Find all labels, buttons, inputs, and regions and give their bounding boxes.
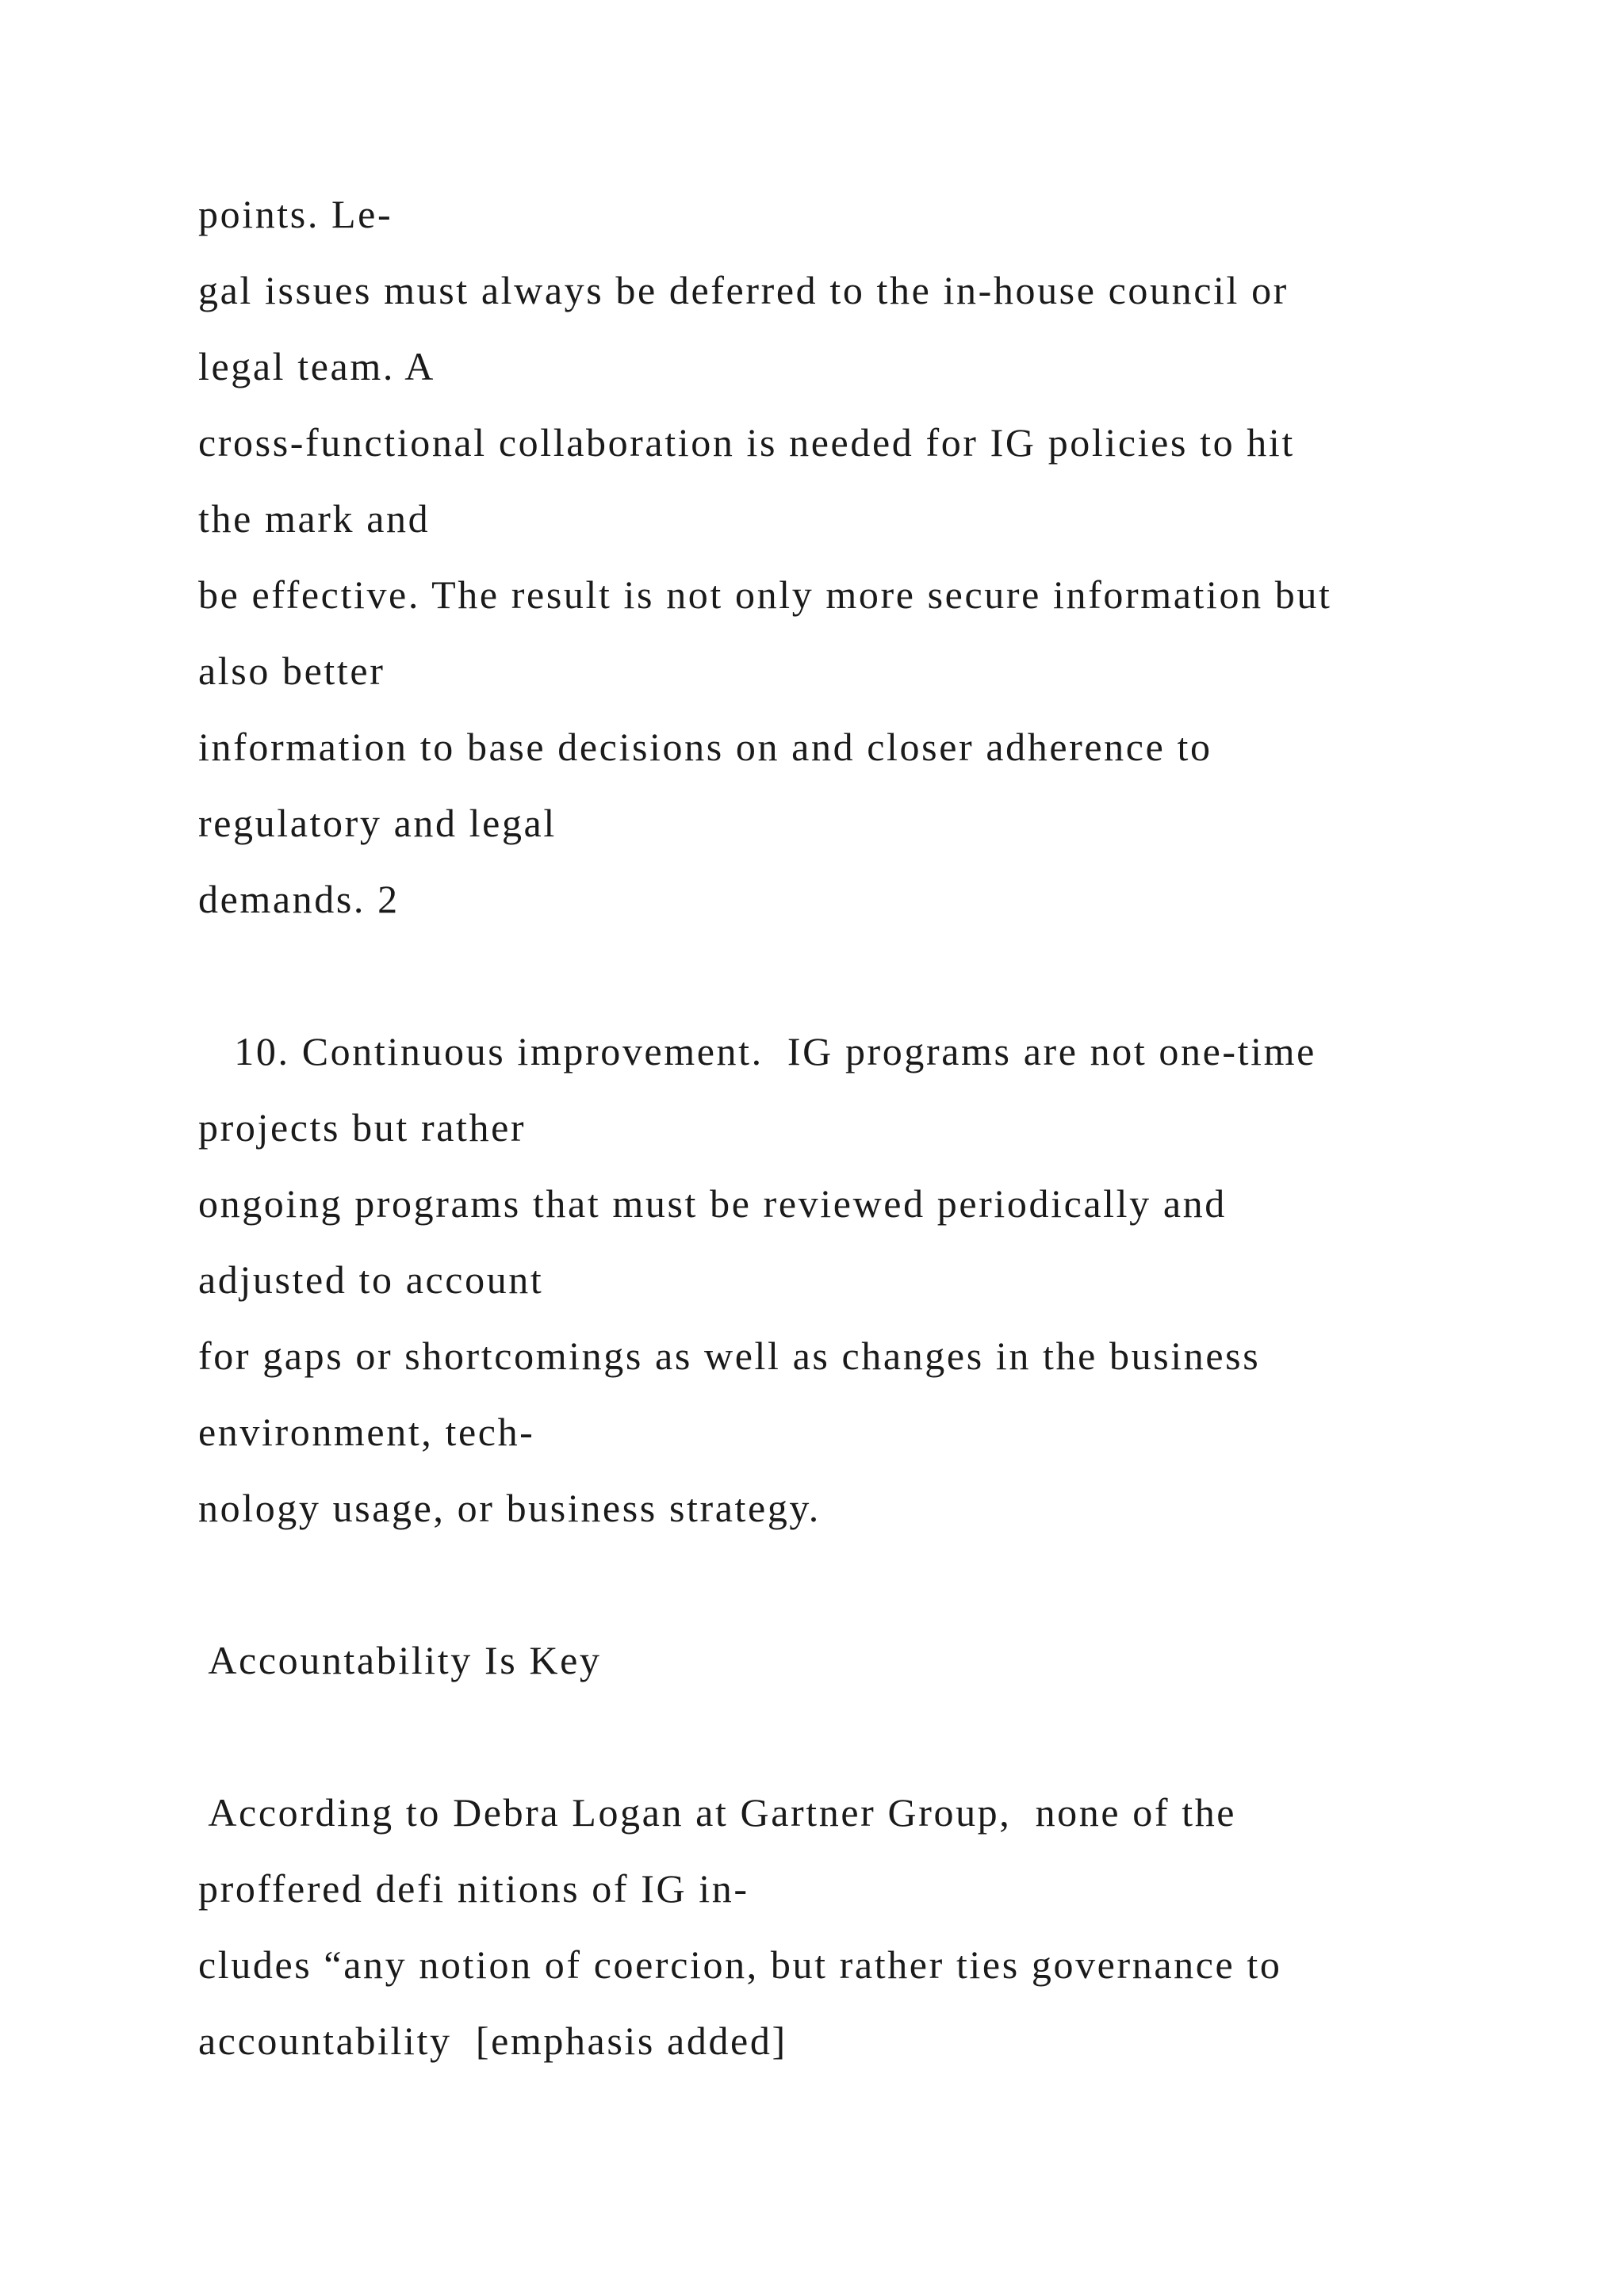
blank-line [198, 1546, 1562, 1622]
text-line: adjusted to account [198, 1257, 544, 1302]
text-line: projects but rather [198, 1105, 527, 1150]
text-line: proffered defi nitions of IG in- [198, 1866, 749, 1911]
text-line: environment, tech- [198, 1410, 535, 1454]
list-item-heading: 10. Continuous improvement. IG programs are not one-time [198, 1029, 1316, 1073]
text-line: points. Le- [198, 192, 393, 236]
blank-line [198, 937, 1562, 1013]
text-line: also better [198, 649, 385, 693]
text-line: the mark and [198, 496, 431, 541]
text-line: ongoing programs that must be reviewed periodically and [198, 1181, 1227, 1226]
text-line: demands. 2 [198, 877, 400, 921]
text-line: gal issues must always be deferred to the in-house council or [198, 268, 1289, 312]
text-line: cross-functional collaboration is needed for IG policies to hit [198, 420, 1295, 465]
text-line: for gaps or shortcomings as well as changes in the business [198, 1334, 1261, 1378]
blank-line [198, 1698, 1562, 1774]
text-line: regulatory and legal [198, 801, 557, 845]
text-line: cludes “any notion of coercion, but rather ties governance to [198, 1942, 1282, 1987]
text-line: be effective. The result is not only more secure information but [198, 572, 1332, 617]
text-line: According to Debra Logan at Gartner Group, none of the [198, 1790, 1237, 1835]
text-line: information to base decisions on and closer adherence to [198, 725, 1212, 769]
text-line: accountability [emphasis added] [198, 2019, 787, 2063]
text-line: legal team. A [198, 344, 435, 388]
section-heading: Accountability Is Key [198, 1638, 602, 1682]
document-body [198, 176, 1562, 2079]
text-line: nology usage, or business strategy. [198, 1486, 821, 1530]
